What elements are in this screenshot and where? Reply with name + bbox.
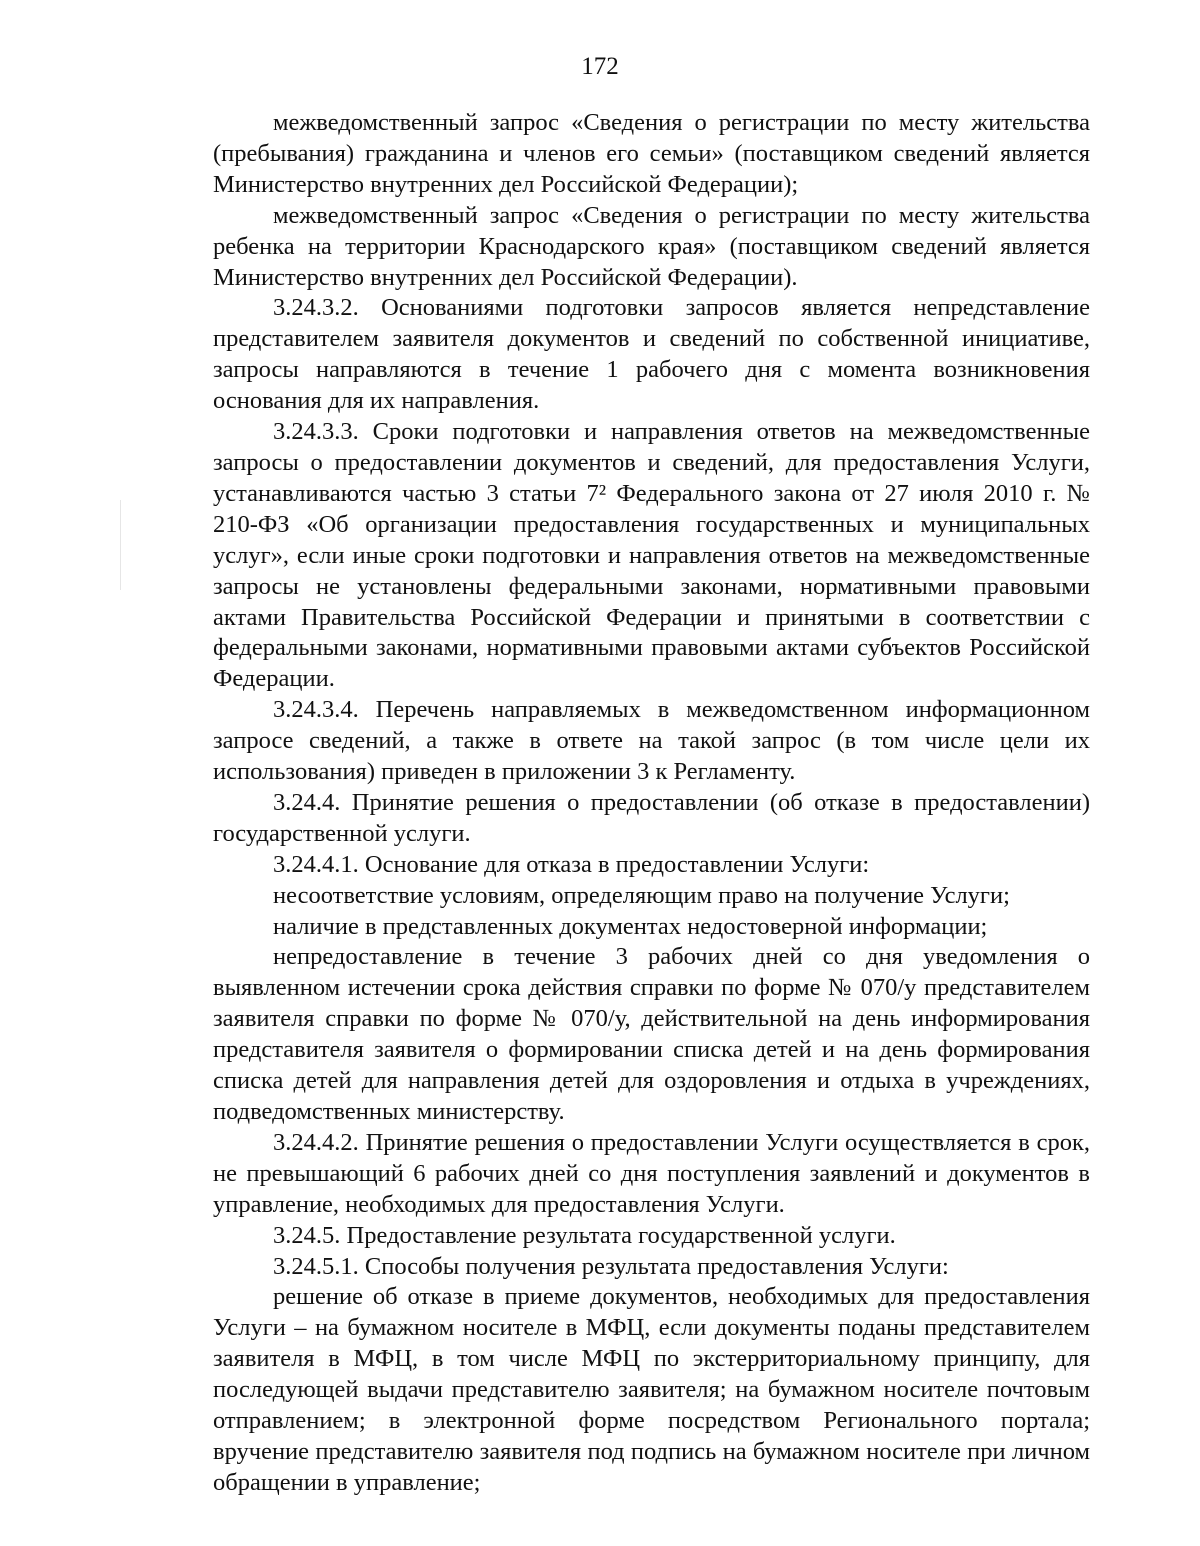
paragraph-3-24-5-1: 3.24.5.1. Способы получения результата предоставления Услуги: — [273, 1252, 949, 1280]
paragraph-3-24-4: 3.24.4. Принятие решения о предоставлении (об отказе в предоставлении) государственной услуги. — [213, 788, 1090, 847]
document-body — [213, 108, 1090, 1499]
paragraph-3-24-3-2: 3.24.3.2. Основаниями подготовки запросов является непредставление представителем заявителя документов и сведений по собственной инициативе, запросы направляются в течение 1 рабочего дня с момента возникновения основания для их направления. — [213, 294, 1090, 415]
paragraph-refusal-reason-false-info: наличие в представленных документах недостоверной информации; — [273, 912, 988, 940]
paragraph-refusal-decision-delivery: решение об отказе в приеме документов, необходимых для предоставления Услуги – на бумажном носителе в МФЦ, если документы поданы представителем заявителя в МФЦ, в том числе МФЦ по экстерриториальному принципу, для последующей выдачи представителю заявителя; на бумажном носителе почтовым отправлением; в электронной форме посредством Регионального портала; вручение представителю заявителя под подпись на бумажном носителе при личном обращении в управление; — [213, 1283, 1090, 1496]
paragraph-3-24-4-2: 3.24.4.2. Принятие решения о предоставлении Услуги осуществляется в срок, не превышающий 6 рабочих дней со дня поступления заявлений и документов в управление, необходимых для предоставления Услуги. — [213, 1128, 1090, 1218]
paragraph-3-24-4-1: 3.24.4.1. Основание для отказа в предоставлении Услуги: — [273, 850, 870, 878]
scan-artifact-line — [120, 500, 121, 590]
paragraph-refusal-reason-certificate: непредоставление в течение 3 рабочих дней со дня уведомления о выявленном истечении срока действия справки по форме № 070/у представителем заявителя справки по форме № 070/у, действительной на день информирования представителя заявителя о формировании списка детей и на день формирования списка детей для направления детей для оздоровления и отдыха в учреждениях, подведомственных министерству. — [213, 943, 1090, 1125]
paragraph-3-24-3-4: 3.24.3.4. Перечень направляемых в межведомственном информационном запросе сведений, а также в ответе на такой запрос (в том числе цели их использования) приведен в приложении 3 к Регламенту. — [213, 696, 1090, 786]
paragraph-interagency-request-registration-child: межведомственный запрос «Сведения о регистрации по месту жительства ребенка на территории Краснодарского края» (поставщиком сведений является Министерство внутренних дел Российской Федерации). — [213, 201, 1090, 291]
paragraph-3-24-3-3: 3.24.3.3. Сроки подготовки и направления ответов на межведомственные запросы о предоставлении документов и сведений, для предоставления Услуги, устанавливаются частью 3 статьи 7² Федерального закона от 27 июля 2010 г. № 210-ФЗ «Об организации предоставления государственных и муниципальных услуг», если иные сроки подготовки и направления ответов на межведомственные запросы не установлены федеральными законами, нормативными правовыми актами Правительства Российской Федерации и принятыми в соответствии с федеральными законами, нормативными правовыми актами субъектов Российской Федерации. — [213, 418, 1090, 693]
paragraph-refusal-reason-mismatch: несоответствие условиям, определяющим право на получение Услуги; — [273, 881, 1010, 909]
paragraph-interagency-request-registration-family: межведомственный запрос «Сведения о регистрации по месту жительства (пребывания) гражданина и членов его семьи» (поставщиком сведений является Министерство внутренних дел Российской Федерации); — [213, 109, 1090, 198]
paragraph-3-24-5: 3.24.5. Предоставление результата государственной услуги. — [273, 1221, 896, 1249]
page-number: 172 — [581, 53, 619, 80]
